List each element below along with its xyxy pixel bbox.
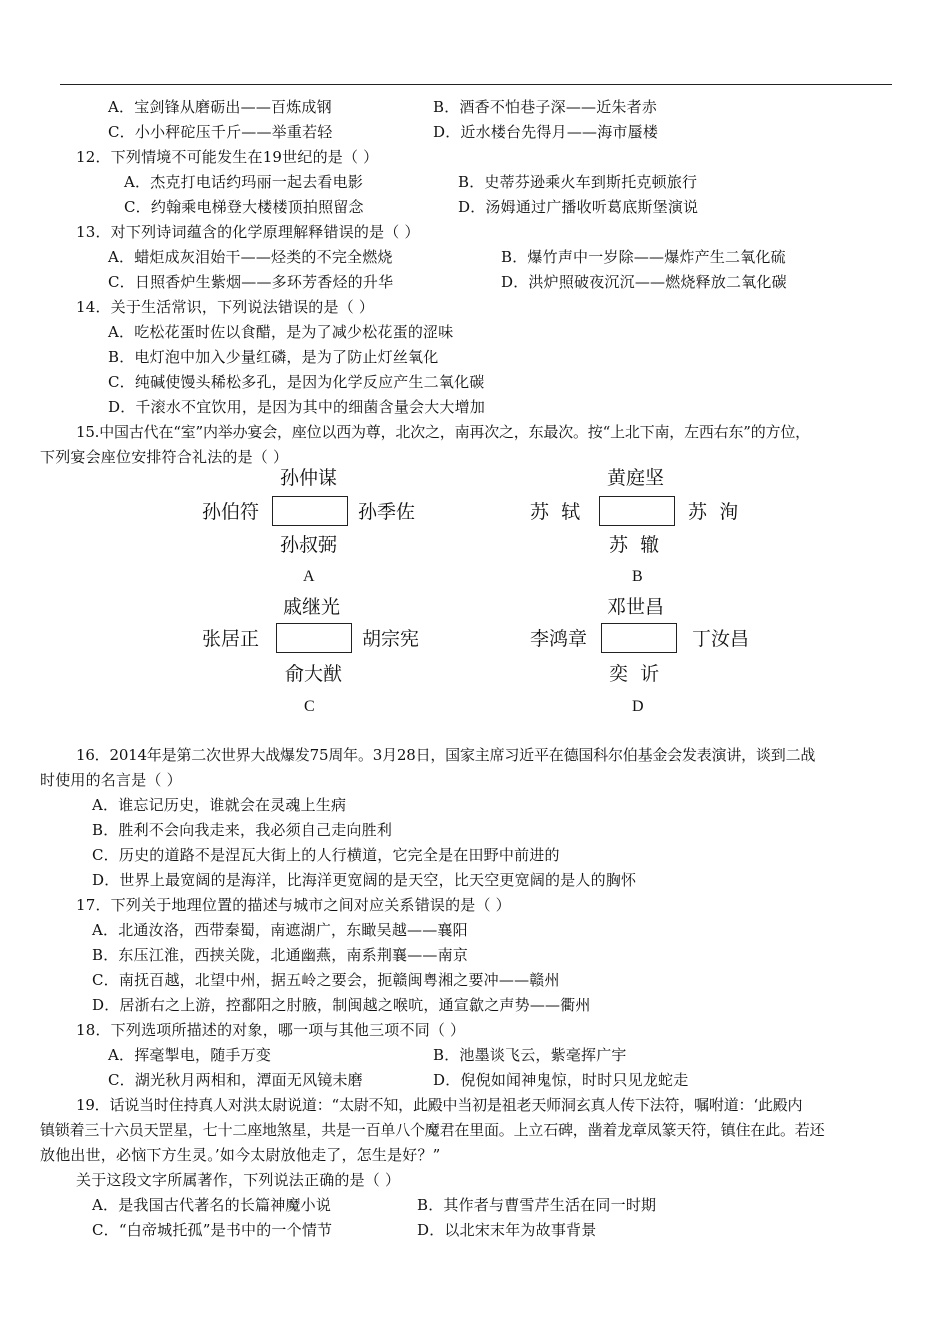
q14-option-b: B．电灯泡中加入少量红磷，是为了防止灯丝氧化 [108, 348, 439, 366]
q15-stem-line1: 15.中国古代在“室”内举办宴会，座位以西为尊，北次之，南再次之，东最次。按“上北下南，左西右东”的方位， [76, 423, 810, 441]
q14-option-c: C．纯碱使馒头稀松多孔，是因为化学反应产生二氧化碳 [108, 373, 485, 391]
q14-option-d: D．千滚水不宜饮用，是因为其中的细菌含量会大大增加 [108, 398, 486, 416]
diagram-label: C [304, 698, 315, 715]
seat-south: 苏 辙 [609, 534, 660, 556]
table-box [272, 496, 348, 526]
q19-option-a: A．是我国古代著名的长篇神魔小说 [92, 1196, 332, 1214]
seat-west: 孙伯符 [202, 501, 260, 523]
q19-passage-line3: 放他出世，必恼下方生灵。’如今太尉放他走了，怎生是好？” [40, 1146, 441, 1164]
q13-option-c: C．日照香炉生紫烟——多环芳香烃的升华 [108, 273, 394, 291]
q16-option-b: B．胜利不会向我走来，我必须自己走向胜利 [92, 821, 393, 839]
q18-option-b: B．池墨谈飞云，紫毫挥广宇 [433, 1046, 627, 1064]
q12-option-d: D．汤姆通过广播收听葛底斯堡演说 [458, 198, 699, 216]
seat-east: 孙季佐 [358, 501, 416, 523]
seat-south: 孙叔弼 [280, 534, 338, 556]
q12-option-c: C．约翰乘电梯登大楼楼顶拍照留念 [124, 198, 364, 216]
q16-stem-line1: 16．2014年是第二次世界大战爆发75周年。3月28日，国家主席习近平在德国科尔伯基金会发表演讲，谈到二战 [76, 746, 816, 764]
q16-option-c: C．历史的道路不是涅瓦大街上的人行横道，它完全是在田野中前进的 [92, 846, 560, 864]
q11-option-d: D．近水楼台先得月——海市蜃楼 [433, 123, 659, 141]
seat-east: 丁汝昌 [692, 628, 750, 650]
q17-option-d: D．居浙右之上游，控鄱阳之肘腋，制闽越之喉吭，通宣歙之声势——衢州 [92, 996, 591, 1014]
diagram-label: B [632, 568, 643, 585]
q18-stem: 18．下列选项所描述的对象，哪一项与其他三项不同（ ） [76, 1021, 466, 1039]
table-box [601, 623, 677, 653]
table-box [599, 496, 675, 526]
q19-passage-line2: 镇锁着三十六员天罡星，七十二座地煞星，共是一百单八个魔君在里面。上立石碑，凿着龙章凤篆天符，镇住在此。若还 [40, 1121, 825, 1139]
q17-option-a: A．北通汝洛，西带秦蜀，南遮湖广，东瞰吴越——襄阳 [92, 921, 468, 939]
q19-option-b: B．其作者与曹雪芹生活在同一时期 [417, 1196, 657, 1214]
diagram-label: A [303, 568, 315, 585]
q13-option-a: A．蜡炬成灰泪始干——烃类的不完全燃烧 [108, 248, 393, 266]
q19-option-c: C．“白帝城托孤”是书中的一个情节 [92, 1221, 333, 1239]
seat-north: 戚继光 [283, 596, 341, 618]
q17-option-b: B．东压江淮，西挟关陇，北通幽燕，南系荆襄——南京 [92, 946, 469, 964]
q12-option-a: A．杰克打电话约玛丽一起去看电影 [124, 173, 364, 191]
q18-option-a: A．挥毫掣电，随手万变 [108, 1046, 272, 1064]
q13-option-b: B．爆竹声中一岁除——爆炸产生二氧化硫 [501, 248, 786, 266]
q16-option-d: D．世界上最宽阔的是海洋，比海洋更宽阔的是天空，比天空更宽阔的是人的胸怀 [92, 871, 637, 889]
seat-east: 苏 洵 [688, 501, 739, 523]
seat-west: 李鸿章 [530, 628, 588, 650]
q19-stem: 关于这段文字所属著作，下列说法正确的是（ ） [76, 1171, 401, 1189]
q14-option-a: A．吃松花蛋时佐以食醋，是为了减少松花蛋的涩味 [108, 323, 454, 341]
header-rule [60, 84, 892, 85]
table-box [276, 623, 352, 653]
seat-north: 邓世昌 [607, 596, 665, 618]
q16-stem-line2: 时使用的名言是（ ） [40, 771, 182, 789]
q17-stem: 17．下列关于地理位置的描述与城市之间对应关系错误的是（ ） [76, 896, 511, 914]
q17-option-c: C．南抚百越，北望中州，据五岭之要会，扼赣闽粤湘之要冲——赣州 [92, 971, 560, 989]
q13-stem: 13．对下列诗词蕴含的化学原理解释错误的是（ ） [76, 223, 420, 241]
q18-option-d: D．倪倪如闻神鬼惊，时时只见龙蛇走 [433, 1071, 689, 1089]
q12-stem: 12．下列情境不可能发生在19世纪的是（ ） [76, 148, 379, 166]
q11-option-c: C．小小秤砣压千斤——举重若轻 [108, 123, 333, 141]
q12-option-b: B．史蒂芬逊乘火车到斯托克顿旅行 [458, 173, 698, 191]
seat-south: 奕 䜣 [609, 663, 660, 685]
diagram-label: D [632, 698, 644, 715]
q11-option-b: B．酒香不怕巷子深——近朱者赤 [433, 98, 658, 116]
q11-option-a: A．宝剑锋从磨砺出——百炼成钢 [108, 98, 332, 116]
q14-stem: 14．关于生活常识，下列说法错误的是（ ） [76, 298, 375, 316]
q16-option-a: A．谁忘记历史，谁就会在灵魂上生病 [92, 796, 347, 814]
seat-south: 俞大猷 [285, 663, 343, 685]
q19-passage-line1: 19．话说当时住持真人对洪太尉说道：“太尉不知，此殿中当初是祖老天师洞玄真人传下法符，嘱咐道：‘此殿内 [76, 1096, 803, 1114]
q15-stem-line2: 下列宴会座位安排符合礼法的是（ ） [40, 448, 289, 466]
q13-option-d: D．洪炉照破夜沉沉——燃烧释放二氧化碳 [501, 273, 787, 291]
seat-north: 孙仲谋 [280, 467, 338, 489]
seat-north: 黄庭坚 [607, 467, 665, 489]
seat-east: 胡宗宪 [362, 628, 420, 650]
q19-option-d: D．以北宋末年为故事背景 [417, 1221, 597, 1239]
seat-west: 张居正 [202, 628, 260, 650]
q18-option-c: C．湖光秋月两相和，潭面无风镜未磨 [108, 1071, 363, 1089]
seat-west: 苏 轼 [530, 501, 581, 523]
